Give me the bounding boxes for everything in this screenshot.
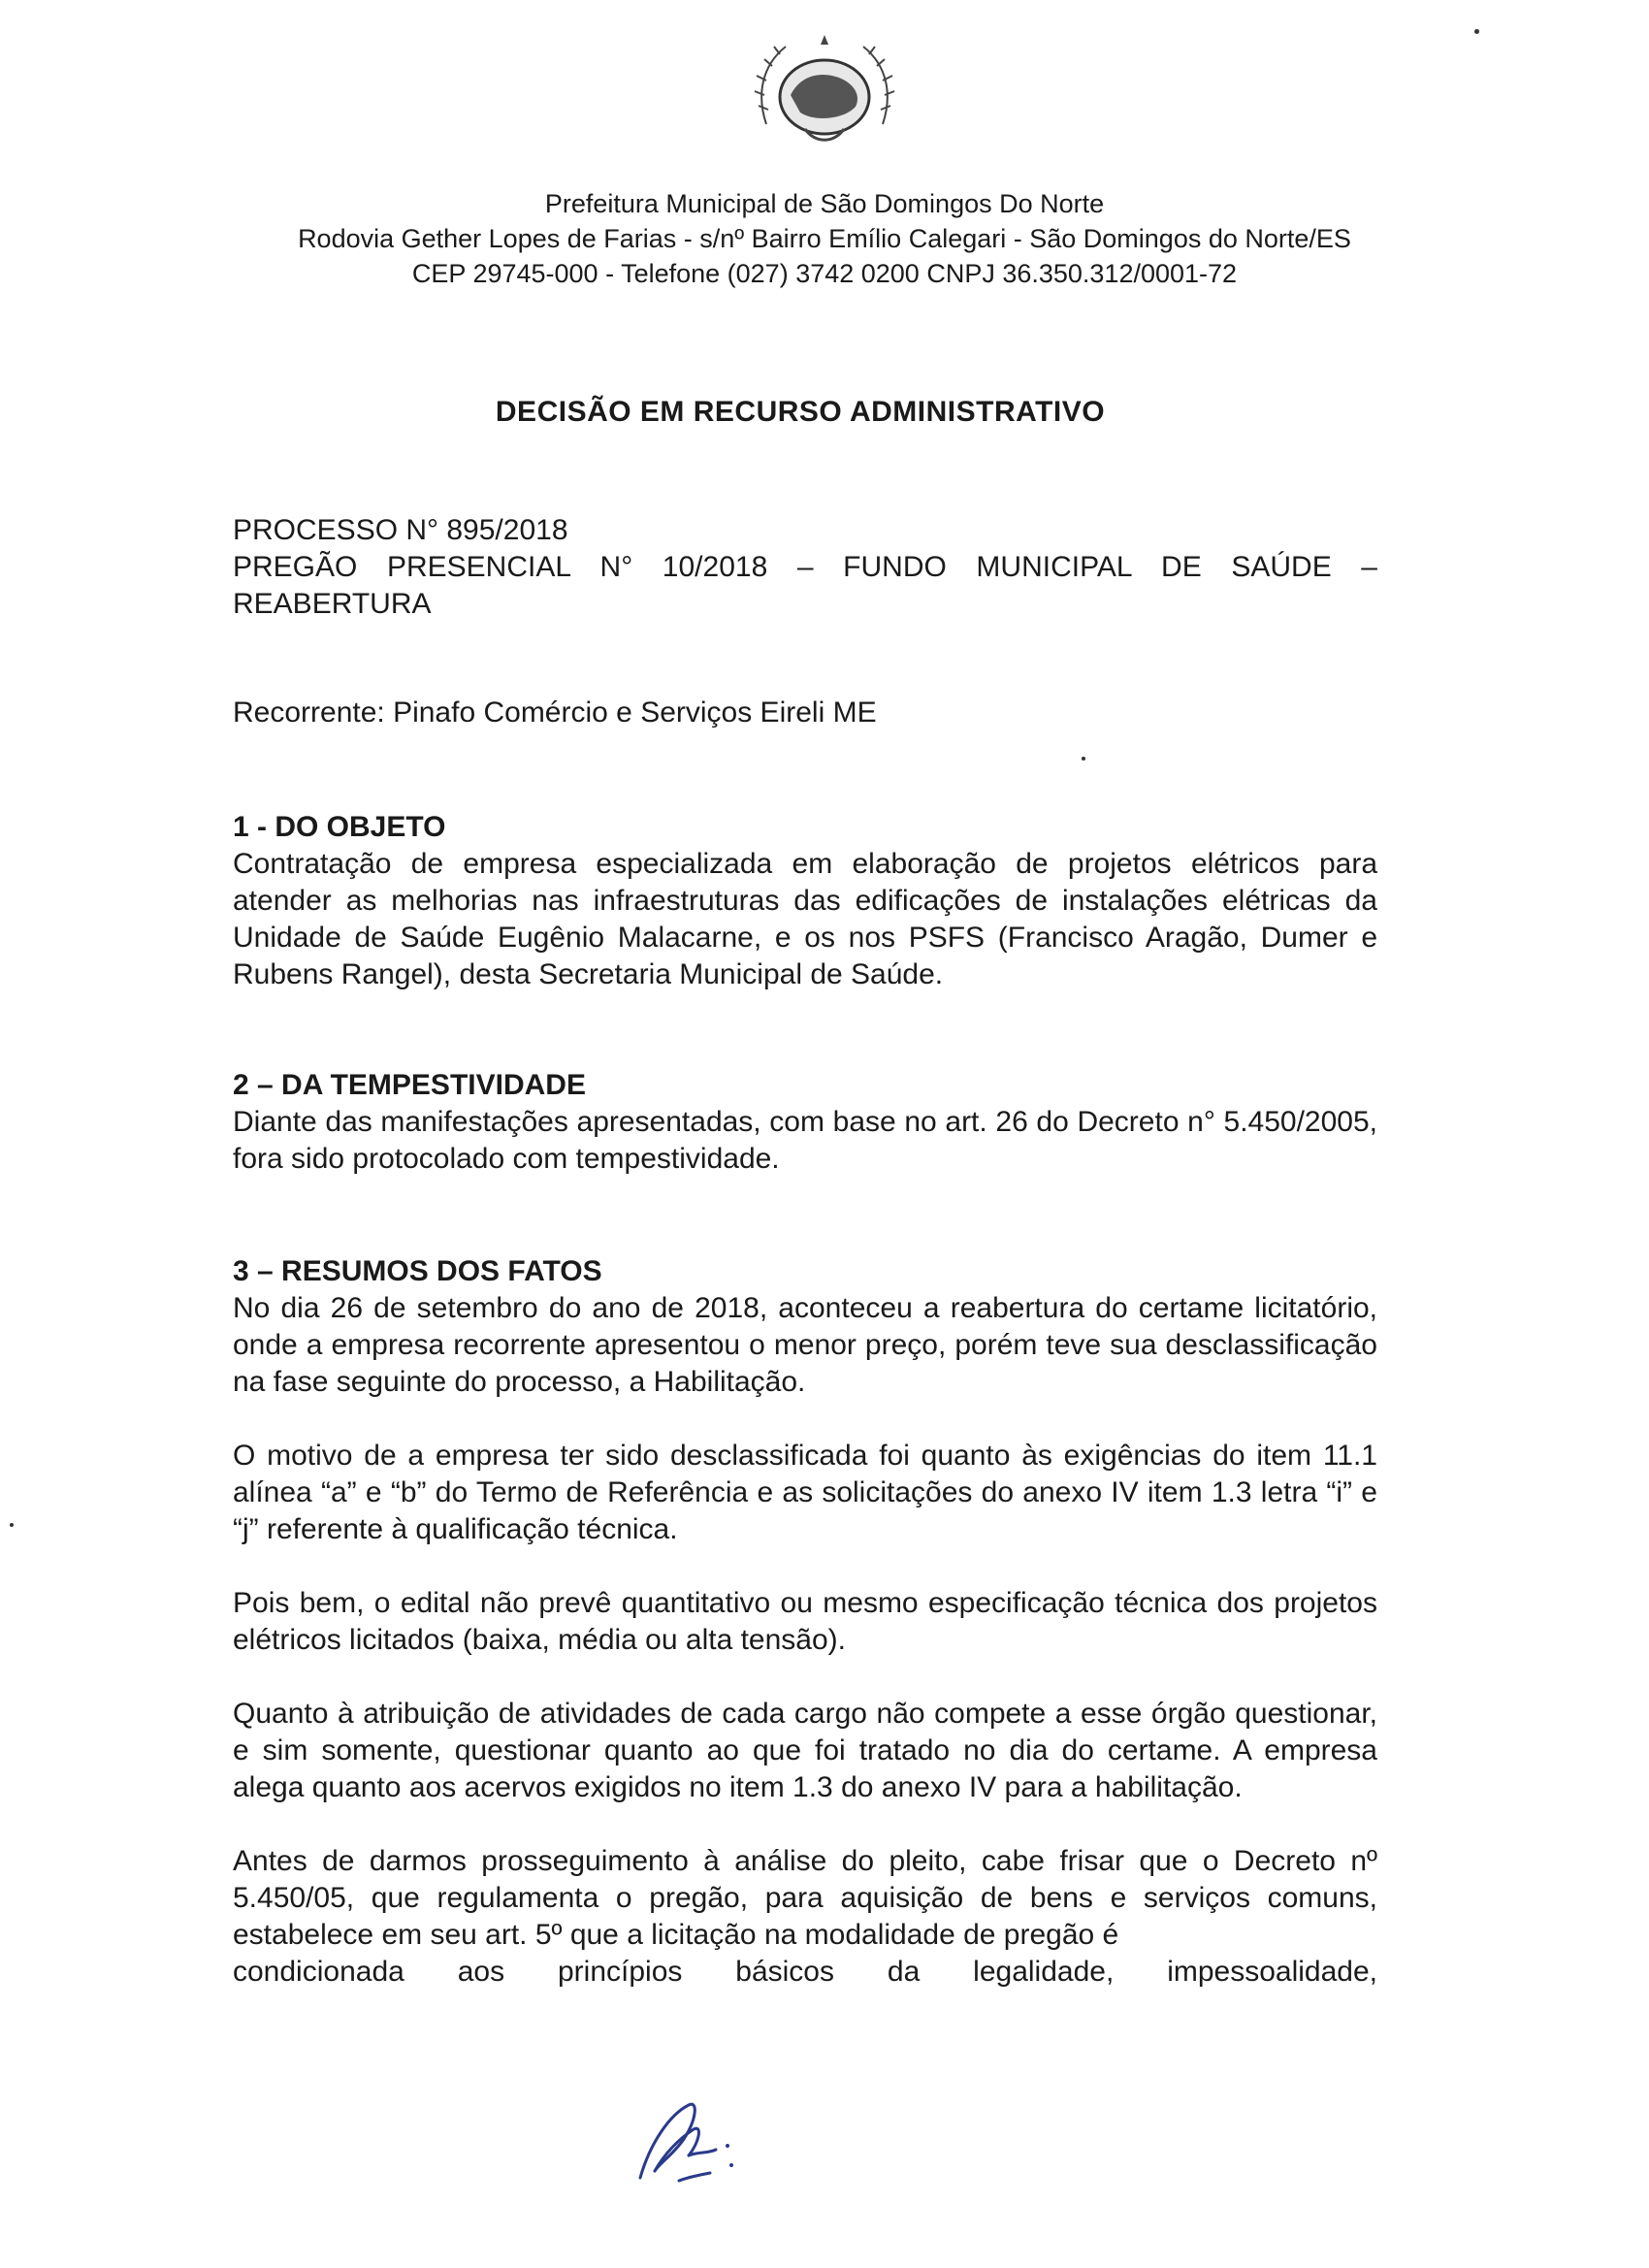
process-reopening: REABERTURA xyxy=(233,588,432,620)
signature-initials-icon xyxy=(621,2086,747,2192)
paragraph: No dia 26 de setembro do ano de 2018, aconteceu a reabertura do certame licitatório, onde a empresa recorrente apresentou o menor preço, porém teve sua desclassificação na fase seguinte do processo, a Habilitação. xyxy=(233,1292,1377,1398)
section-timeliness xyxy=(233,1067,1377,1178)
process-modality: PREGÃO PRESENCIAL N° 10/2018 – FUNDO MUNICIPAL DE SAÚDE – xyxy=(233,551,1377,583)
scan-speck xyxy=(1082,757,1085,761)
header-line-address: Rodovia Gether Lopes de Farias - s/nº Bairro Emílio Calegari - São Domingos do Norte/ES xyxy=(298,224,1351,253)
paragraph: Quanto à atribuição de atividades de cada cargo não compete a esse órgão questionar, e sim somente, questionar quanto ao que foi tratado no dia do certame. A empresa alega quanto aos acervos exigidos no item 1.3 do anexo IV para a habilitação. xyxy=(233,1698,1377,1803)
paragraph: Pois bem, o edital não prevê quantitativo ou mesmo especificação técnica dos projetos elétricos licitados (baixa, média ou alta tensão). xyxy=(233,1587,1377,1656)
section-heading: 1 - DO OBJETO xyxy=(233,811,446,843)
scan-speck xyxy=(1474,29,1479,34)
section-body: Contratação de empresa especializada em elaboração de projetos elétricos para atender as melhorias nas infraestruturas das edificações de instalações elétricas da Unidade de Saúde Eugênio Malacarne, e os nos PSFS (Francisco Aragão, Dumer e Rubens Rangel), desta Secretaria Municipal de Saúde. xyxy=(233,848,1377,990)
section-facts xyxy=(233,1253,1377,1991)
section-body: Diante das manifestações apresentadas, com base no art. 26 do Decreto n° 5.450/2005, fora sido protocolado com tempestividade. xyxy=(233,1106,1377,1175)
section-heading: 2 – DA TEMPESTIVIDADE xyxy=(233,1069,586,1101)
municipal-crest-icon xyxy=(747,27,902,163)
paragraph: O motivo de a empresa ter sido desclassificada foi quanto às exigências do item 11.1 alínea “a” e “b” do Termo de Referência e as solicitações do anexo IV item 1.3 letra “i” e “j” referente à qualificação técnica. xyxy=(233,1440,1377,1545)
section-object xyxy=(233,809,1377,993)
process-block xyxy=(233,512,1377,623)
header-line-contact: CEP 29745-000 - Telefone (027) 3742 0200 CNPJ 36.350.312/0001-72 xyxy=(411,259,1238,288)
header-line-institution: Prefeitura Municipal de São Domingos Do Norte xyxy=(544,189,1105,218)
document-title: DECISÃO EM RECURSO ADMINISTRATIVO xyxy=(495,396,1106,428)
appellant-line: Recorrente: Pinafo Comércio e Serviços Eireli ME xyxy=(233,697,877,729)
process-number: PROCESSO N° 895/2018 xyxy=(233,514,568,546)
section-heading: 3 – RESUMOS DOS FATOS xyxy=(233,1255,602,1287)
paragraph-last-line: condicionada aos princípios básicos da legalidade, impessoalidade, xyxy=(233,1956,1377,1988)
scan-speck xyxy=(10,1523,14,1527)
paragraph: Antes de darmos prosseguimento à análise do pleito, cabe frisar que o Decreto nº 5.450/05, que regulamenta o pregão, para aquisição de bens e serviços comuns, estabelece em seu art. 5º que a licitação na modalidade de pregão é xyxy=(233,1845,1377,1951)
